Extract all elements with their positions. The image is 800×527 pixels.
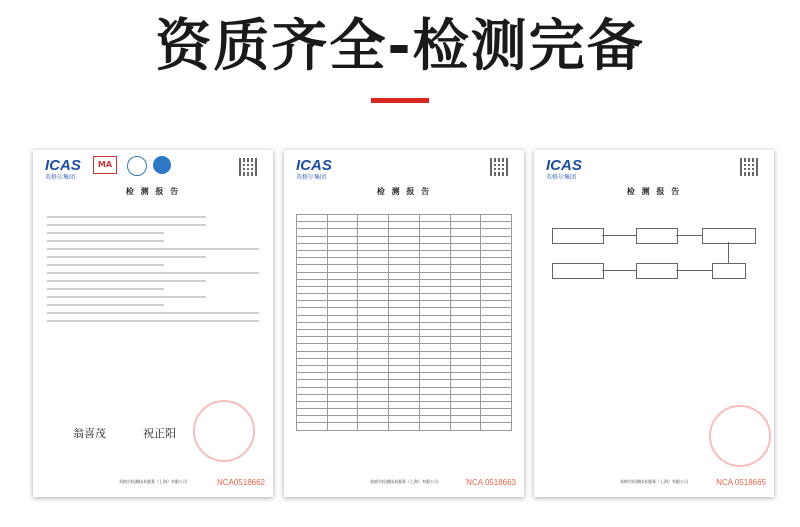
report-serial: NCA 0518665 [716,478,766,487]
footer-company: 英格尔检测技术服务（上海）有限公司 [620,479,688,484]
table-row [297,308,512,315]
table-row [297,315,512,322]
results-table [296,214,512,431]
table-row [297,351,512,358]
page-headline: 资质齐全-检测完备 [155,14,645,79]
table-row [297,416,512,423]
table-row [297,344,512,351]
table-row [297,365,512,372]
qr-code-icon [490,158,508,176]
table-row [297,387,512,394]
table-row [297,409,512,416]
cma-mark-icon: MA [93,156,117,174]
table-row [297,258,512,265]
accent-divider [371,98,429,103]
table-row [297,250,512,257]
table-row [297,294,512,301]
report-title: 检 测 报 告 [376,187,432,196]
report-serial: NCA0518662 [216,478,265,487]
table-row [297,322,512,329]
report-title: 检 测 报 告 [626,187,682,196]
table-row [297,330,512,337]
table-row [297,243,512,250]
footer-company: 英格尔检测技术服务（上海）有限公司 [370,479,438,484]
footer-company: 英格尔检测技术服务（上海）有限公司 [119,479,187,484]
signature-2: 祝正阳 [143,427,176,440]
table-row [297,272,512,279]
icas-logo: ICAS 英格尔集团 [45,157,81,181]
ilac-seal-icon [127,156,147,176]
report-serial: NCA 0518663 [466,478,516,487]
test-report-2[interactable] [284,150,524,497]
table-row [297,286,512,293]
table-row [297,236,512,243]
table-row [297,380,512,387]
table-row [297,265,512,272]
cnas-seal-icon [153,156,171,174]
table-row [297,279,512,286]
test-report-1[interactable] [33,150,273,497]
qr-code-icon [740,158,758,176]
table-row [297,373,512,380]
icas-logo: ICAS 英格尔集团 [296,157,332,181]
table-row [297,401,512,408]
red-seal-stamp [193,400,255,462]
table-row [297,222,512,229]
red-seal-stamp [709,405,771,467]
table-row [297,301,512,308]
table-row [297,337,512,344]
table-row [297,394,512,401]
table-row [297,423,512,430]
qr-code-icon [239,158,257,176]
signature-1: 翁喜茂 [73,427,106,440]
report-title: 检 测 报 告 [125,187,181,196]
test-report-3[interactable] [534,150,774,497]
table-row [297,215,512,222]
report-body-lines [47,210,259,328]
icas-logo: ICAS 英格尔集团 [546,157,582,181]
table-row [297,358,512,365]
table-row [297,229,512,236]
